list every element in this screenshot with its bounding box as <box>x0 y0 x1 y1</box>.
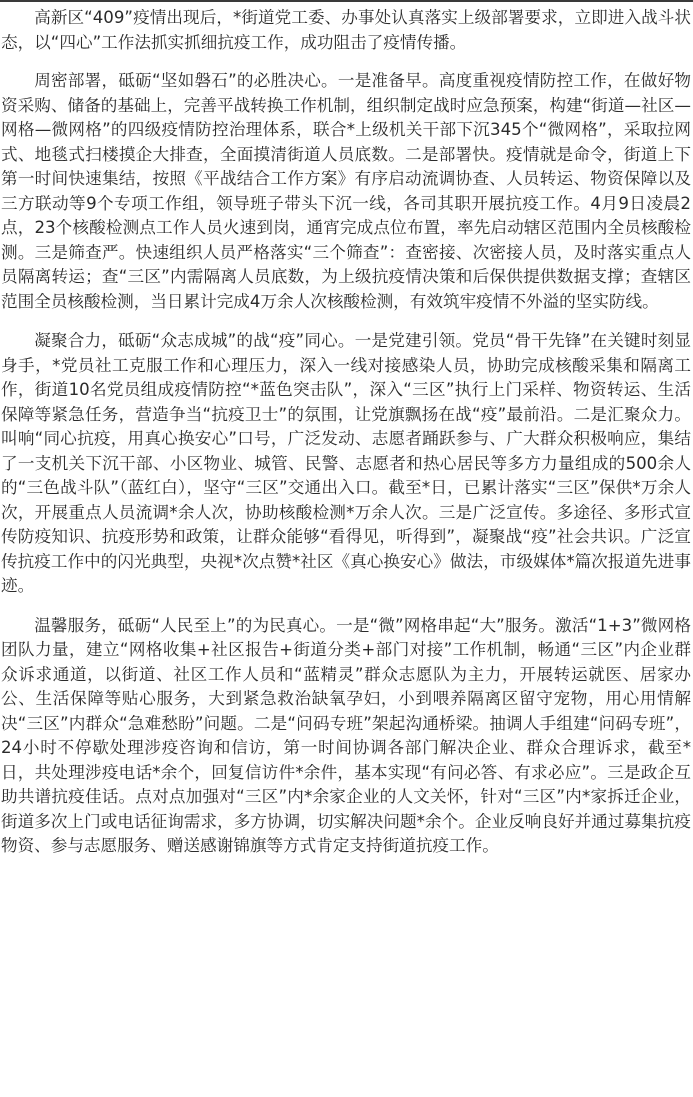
paragraph-intro: 高新区“409”疫情出现后，*街道党工委、办事处认真落实上级部署要求，立即进入战斗状态，以“四心”工作法抓实抓细抗疫工作，成功阻击了疫情传播。 <box>1 8 691 52</box>
article-body <box>1 6 691 874</box>
paragraph-deployment: 周密部署，砥砺“坚如磐石”的必胜决心。一是准备早。高度重视疫情防控工作，在做好物资采购、储备的基础上，完善平战转换工作机制，组织制定战时应急预案，构建“街道—社区—网格—微网格”的四级疫情防控治理体系，联合*上级机关干部下沉345个“微网格”，采取拉网式、地毯式扫楼摸企大排查，全面摸清街道人员底数。二是部署快。疫情就是命令，街道上下第一时间快速集结，按照《平战结合工作方案》有序启动流调协查、人员转运、物资保障以及三方联动等9个专项工作组，领导班子带头下沉一线，各司其职开展抗疫工作。4月9日凌晨2点，23个核酸检测点工作人员火速到岗，通宵完成点位布置，率先启动辖区范围内全员核酸检测。三是筛查严。快速组织人员严格落实“三个筛查”：查密接、次密接人员，及时落实重点人员隔离转运；查“三区”内需隔离人员底数，为上级抗疫情决策和后保供提供数据支撑；查辖区范围全员核酸检测，当日累计完成4万余人次核酸检测，有效筑牢疫情不外溢的坚实防线。 <box>1 71 691 311</box>
paragraph-service: 温馨服务，砥砺“人民至上”的为民真心。一是“微”网格串起“大”服务。激活“1+3”微网格团队力量，建立“网格收集+社区报告+街道分类+部门对接”工作机制，畅通“三区”内企业群众诉求通道，以街道、社区工作人员和“蓝精灵”群众志愿队为主力，开展转运就医、居家办公、生活保障等贴心服务，大到紧急救治缺氧孕妇，小到喂养隔离区留守宠物，用心用情解决“三区”内群众“急难愁盼”问题。二是“问码专班”架起沟通桥梁。抽调人手组建“问码专班”，24小时不停歇处理涉疫咨询和信访，第一时间协调各部门解决企业、群众合理诉求，截至*日，共处理涉疫电话*余个，回复信访件*余件，基本实现“有问必答、有求必应”。三是政企互助共谱抗疫佳话。点对点加强对“三区”内*余家企业的人文关怀，针对“三区”内*家拆迁企业，街道多次上门或电话征询需求，多方协调，切实解决问题*余个。企业反响良好并通过募集抗疫物资、参与志愿服务、赠送感谢锦旗等方式肯定支持街道抗疫工作。 <box>1 615 691 855</box>
top-rule <box>0 0 693 2</box>
paragraph-solidarity: 凝聚合力，砥砺“众志成城”的战“疫”同心。一是党建引领。党员“骨干先锋”在关键时刻显身手，*党员社工克服工作和心理压力，深入一线对接感染人员，协助完成核酸采集和隔离工作，街道10名党员组成疫情防控“*蓝色突击队”，深入“三区”执行上门采样、物资转运、生活保障等紧急任务，营造争当“抗疫卫士”的氛围，让党旗飘扬在战“疫”最前沿。二是汇聚众力。叫响“同心抗疫，用真心换安心”口号，广泛发动、志愿者踊跃参与、广大群众积极响应，集结了一支机关下沉干部、小区物业、城管、民警、志愿者和热心居民等多方力量组成的500余人的“三色战斗队”（蓝红白），坚守“三区”交通出入口。截至*日，已累计落实“三区”保供*万余人次，开展重点人员流调*余人次，协助核酸检测*万余人次。三是广泛宣传。多途径、多形式宣传防疫知识、抗疫形势和政策，让群众能够“看得见，听得到”，凝聚战“疫”社会共识。广泛宣传抗疫工作中的闪光典型，央视*次点赞*社区《真心换安心》做法，市级媒体*篇次报道先进事迹。 <box>1 331 691 595</box>
